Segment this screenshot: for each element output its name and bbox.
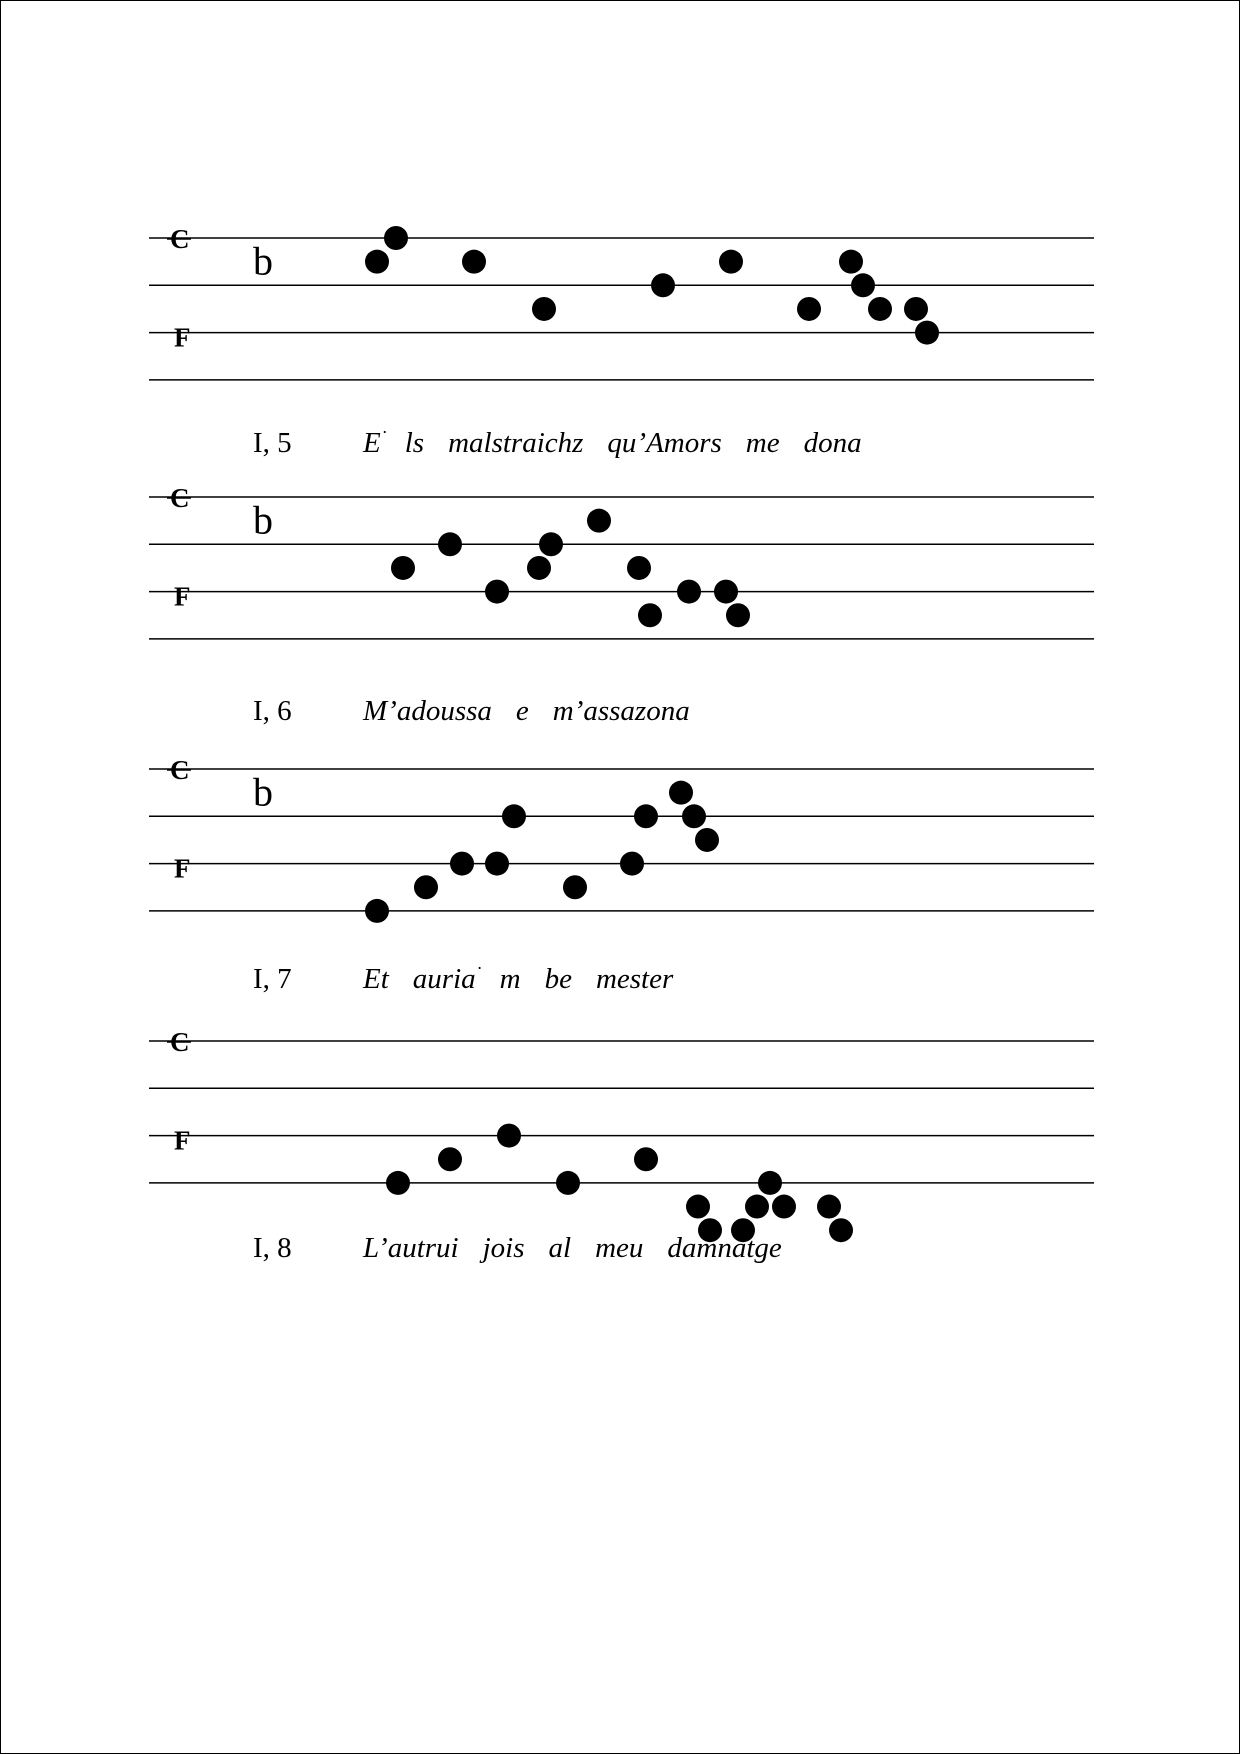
c-clef: C bbox=[170, 1027, 190, 1057]
lyric-syllable: qu’Amors bbox=[607, 427, 722, 459]
note-head bbox=[587, 509, 611, 533]
lyric-syllable: be bbox=[544, 963, 572, 995]
note-head bbox=[539, 532, 563, 556]
note-head bbox=[391, 556, 415, 580]
note-head bbox=[817, 1195, 841, 1219]
note-head bbox=[634, 804, 658, 828]
lyric-syllable: me bbox=[745, 427, 780, 459]
lyric-syllable: E · bbox=[363, 422, 388, 459]
note-head bbox=[714, 580, 738, 604]
c-clef: C bbox=[170, 483, 190, 513]
lyric-syllable: L’autrui bbox=[363, 1232, 459, 1264]
lyric-line bbox=[363, 958, 697, 995]
lyric-syllable: damnatge bbox=[667, 1232, 782, 1264]
lyric-line bbox=[363, 697, 714, 726]
flat-sign: b bbox=[253, 497, 273, 543]
notation-canvas bbox=[1, 1, 1240, 1754]
note-head bbox=[414, 875, 438, 899]
note-head bbox=[485, 852, 509, 876]
staff-system bbox=[149, 755, 1094, 923]
note-head bbox=[532, 297, 556, 321]
staff-system bbox=[149, 224, 1094, 380]
note-head bbox=[719, 250, 743, 274]
note-head bbox=[556, 1171, 580, 1195]
note-head bbox=[851, 273, 875, 297]
lyric-syllable: malstraichz bbox=[448, 427, 584, 459]
verse-number: I, 7 bbox=[253, 963, 292, 995]
lyric-syllable: Et bbox=[363, 963, 389, 995]
note-head bbox=[745, 1195, 769, 1219]
note-head bbox=[365, 899, 389, 923]
note-head bbox=[438, 1147, 462, 1171]
verse-number: I, 5 bbox=[253, 427, 292, 459]
elision-mark: · bbox=[381, 422, 388, 442]
lyric-syllable: e bbox=[515, 695, 529, 727]
lyric-syllable: meu bbox=[595, 1232, 644, 1264]
lyric-syllable: ls bbox=[404, 427, 425, 459]
lyric-syllable: al bbox=[548, 1232, 572, 1264]
note-head bbox=[527, 556, 551, 580]
note-head bbox=[638, 603, 662, 627]
note-head bbox=[497, 1124, 521, 1148]
note-head bbox=[651, 273, 675, 297]
lyric-line bbox=[363, 1234, 806, 1263]
note-head bbox=[758, 1171, 782, 1195]
note-head bbox=[669, 781, 693, 805]
note-head bbox=[904, 297, 928, 321]
f-clef: F bbox=[174, 853, 191, 884]
note-head bbox=[365, 250, 389, 274]
c-clef: C bbox=[170, 755, 190, 785]
note-head bbox=[797, 297, 821, 321]
note-head bbox=[563, 875, 587, 899]
note-head bbox=[695, 828, 719, 852]
note-head bbox=[384, 226, 408, 250]
note-head bbox=[627, 556, 651, 580]
note-head bbox=[450, 852, 474, 876]
note-head bbox=[462, 250, 486, 274]
note-head bbox=[485, 580, 509, 604]
lyric-syllable: m bbox=[499, 963, 521, 995]
note-head bbox=[915, 321, 939, 345]
note-head bbox=[677, 580, 701, 604]
c-clef: C bbox=[170, 224, 190, 254]
note-head bbox=[634, 1147, 658, 1171]
note-head bbox=[829, 1218, 853, 1242]
staff-system bbox=[149, 1027, 1094, 1242]
note-head bbox=[386, 1171, 410, 1195]
flat-sign: b bbox=[253, 769, 273, 815]
elision-mark: · bbox=[476, 958, 483, 978]
flat-sign: b bbox=[253, 238, 273, 284]
verse-number: I, 8 bbox=[253, 1232, 292, 1264]
lyric-syllable: jois bbox=[482, 1232, 525, 1264]
verse-number: I, 6 bbox=[253, 695, 292, 727]
note-head bbox=[726, 603, 750, 627]
f-clef: F bbox=[174, 581, 191, 612]
f-clef: F bbox=[174, 322, 191, 353]
staff-system bbox=[149, 483, 1094, 639]
note-head bbox=[682, 804, 706, 828]
note-head bbox=[839, 250, 863, 274]
note-head bbox=[438, 532, 462, 556]
note-head bbox=[772, 1195, 796, 1219]
lyric-syllable: auria · bbox=[412, 958, 483, 995]
lyric-syllable: M’adoussa bbox=[363, 695, 492, 727]
lyric-syllable: m’assazona bbox=[552, 695, 690, 727]
note-head bbox=[686, 1195, 710, 1219]
f-clef: F bbox=[174, 1125, 191, 1156]
lyric-line bbox=[363, 422, 886, 459]
note-head bbox=[502, 804, 526, 828]
note-head bbox=[620, 852, 644, 876]
lyric-syllable: dona bbox=[803, 427, 862, 459]
note-head bbox=[868, 297, 892, 321]
lyric-syllable: mester bbox=[595, 963, 674, 995]
